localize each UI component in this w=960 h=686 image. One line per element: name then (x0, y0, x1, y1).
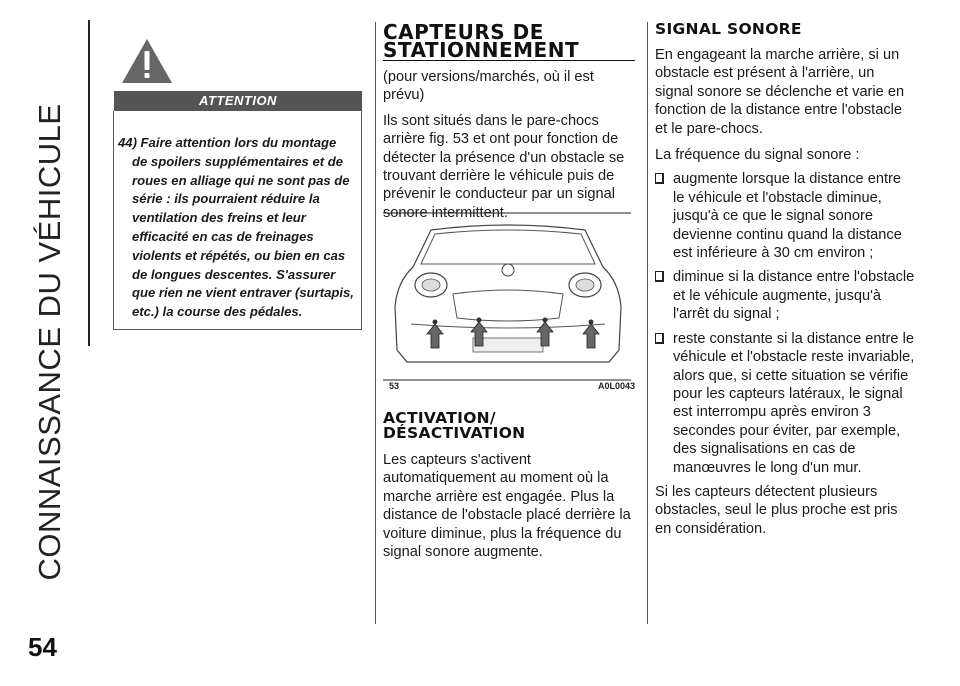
list-item (655, 330, 915, 477)
figure-number: 53 (389, 381, 400, 391)
column-divider-right (647, 22, 648, 624)
list-item (655, 170, 915, 262)
bullet-text: reste constante si la distance entre le véhicule et l'obstacle reste invariable, alors que, si cette situation se vérifie pour les capteurs latéraux, le signal est interrompu après environ 3 secondes pour éviter, par exemple, des signalisations en cas de manœuvres le long d'un mur. (673, 330, 915, 476)
warning-text-first-line: 44) Faire attention lors du montage (118, 135, 337, 150)
section-subtitle: (pour versions/marchés, où il est prévu) (383, 69, 594, 104)
section-title-line2: STATIONNEMENT (383, 41, 635, 61)
page-number: 54 (28, 632, 57, 662)
signal-bullet-list (655, 170, 915, 477)
activation-title-line2: DÉSACTIVATION (383, 424, 526, 442)
warning-label: ATTENTION (114, 91, 362, 111)
activation-text: Les capteurs s'activent automatiquement au moment où la marche arrière est engagée. Plus la distance de l'obstacle placé derrière la voiture diminue, plus la fréquence du signal sonore augmente. (383, 452, 631, 561)
checkbox-bullet-icon (655, 173, 664, 184)
section-title (383, 20, 638, 62)
figure-code: A0L0043 (598, 381, 636, 391)
column-divider-left (375, 22, 376, 624)
section-intro: Ils sont situés dans le pare-chocs arrière fig. 53 et ont pour fonction de détecter la présence d'un obstacle se trouvant derrière le véhicule puis de prévenir le conducteur par un signal sonore intermittent. (383, 112, 625, 221)
checkbox-bullet-icon (655, 333, 664, 344)
checkbox-bullet-icon (655, 271, 664, 282)
signal-title: SIGNAL SONORE (655, 20, 802, 38)
warning-text (118, 134, 362, 322)
rear-sensors-figure (383, 212, 636, 398)
signal-intro: En engageant la marche arrière, si un obstacle est présent à l'arrière, un signal sonore se déclenche et varie en fonction de la distance entre l'obstacle et le pare-chocs. (655, 47, 905, 137)
parking-sensors-section (383, 20, 638, 222)
signal-frequency-label: La fréquence du signal sonore : (655, 147, 860, 164)
chapter-title: CONNAISSANCE DU VÉHICULE (32, 103, 67, 581)
section-title-line1: CAPTEURS DE (383, 20, 544, 44)
activation-title-line1: ACTIVATION/ (383, 409, 496, 427)
warning-triangle-icon (120, 36, 174, 86)
bullet-text: diminue si la distance entre l'obstacle et le véhicule augmente, jusqu'à l'arrêt du signal ; (673, 269, 915, 323)
chapter-title-rule (88, 20, 90, 346)
signal-closing: Si les capteurs détectent plusieurs obstacles, seul le plus proche est pris en considération. (655, 483, 898, 537)
warning-text-body: de spoilers supplémentaires et de roues en alliage qui ne sont pas de série : ils pourraient réduire la ventilation des freins et leur efficacité en cas de freinages violents et répétés, ou bien en cas de longues descentes. S'assurer que rien ne vient entraver (surtapis, etc.) la course des pédales. (132, 153, 354, 320)
list-item (655, 268, 915, 323)
activation-title (383, 411, 633, 441)
signal-section (655, 22, 915, 538)
bullet-text: augmente lorsque la distance entre le véhicule et l'obstacle diminue, jusqu'à ce que le signal sonore devienne continu quand la distance est inférieure à 30 cm environ ; (673, 171, 902, 262)
